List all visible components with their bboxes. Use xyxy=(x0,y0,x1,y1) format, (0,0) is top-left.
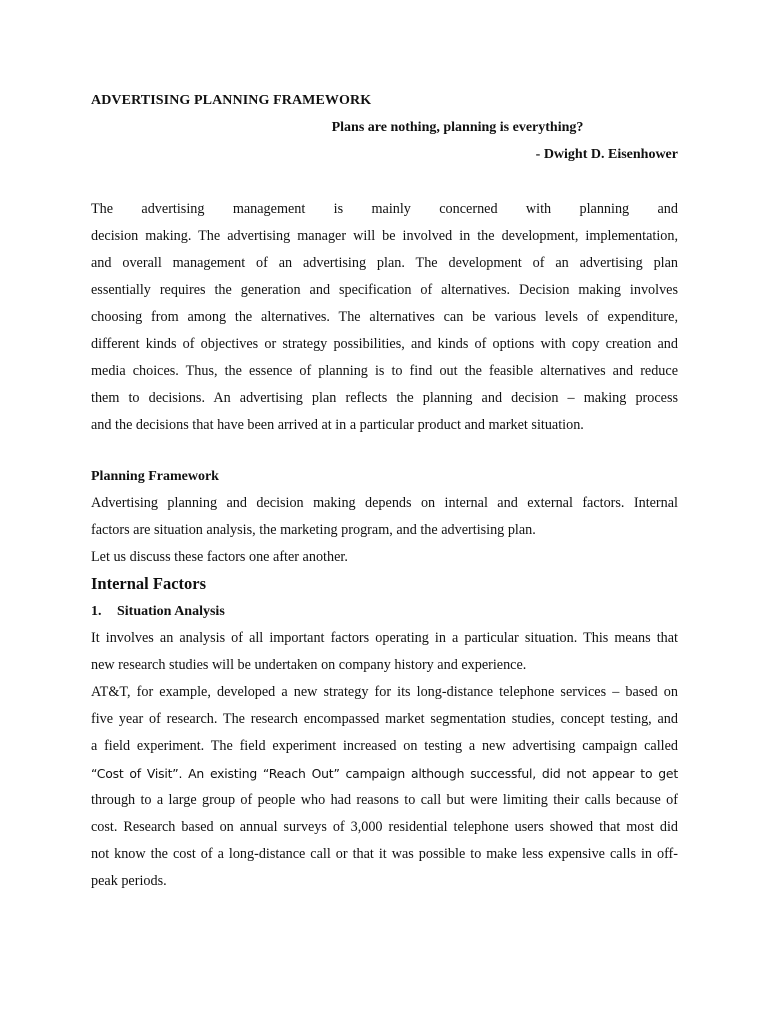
section-number: 1. xyxy=(91,604,102,619)
att-line: AT&T, for example, developed a new strategy for its long-distance telephone services – based on xyxy=(91,684,678,700)
intro-line: essentially requires the generation and specification of alternatives. Decision making involves xyxy=(91,282,678,298)
intro-line: The advertising management is mainly concerned with planning and xyxy=(91,201,678,217)
att-line: five year of research. The research encompassed market segmentation studies, concept testing, and xyxy=(91,711,678,727)
situation-line: It involves an analysis of all important factors operating in a particular situation. This means that xyxy=(91,630,678,646)
att-line: through to a large group of people who had reasons to call but were limiting their calls because of xyxy=(91,792,678,808)
intro-line: and the decisions that have been arrived at in a particular product and market situation. xyxy=(91,417,584,433)
planning-line: factors are situation analysis, the marketing program, and the advertising plan. xyxy=(91,522,536,538)
planning-framework-heading: Planning Framework xyxy=(91,469,219,484)
epigraph-quote: Plans are nothing, planning is everything? xyxy=(331,120,584,135)
situation-line: new research studies will be undertaken on company history and experience. xyxy=(91,657,527,673)
planning-line: Advertising planning and decision making depends on internal and external factors. Internal xyxy=(91,495,678,511)
epigraph-author: - Dwight D. Eisenhower xyxy=(535,147,678,162)
intro-line: them to decisions. An advertising plan reflects the planning and decision – making process xyxy=(91,390,678,406)
document-title: ADVERTISING PLANNING FRAMEWORK xyxy=(91,93,372,108)
intro-line: and overall management of an advertising plan. The development of an advertising plan xyxy=(91,255,678,271)
intro-paragraph xyxy=(91,196,678,439)
intro-line: decision making. The advertising manager will be involved in the development, implementation, xyxy=(91,228,678,244)
situation-paragraph xyxy=(91,625,678,679)
planning-line: Let us discuss these factors one after another. xyxy=(91,549,348,565)
section-title: Situation Analysis xyxy=(117,604,225,619)
internal-factors-heading: Internal Factors xyxy=(91,574,207,593)
att-line: “Cost of Visit”. An existing “Reach Out” campaign although successful, did not appear to get xyxy=(91,766,678,781)
att-line: not know the cost of a long-distance call or that it was possible to make less expensive calls in off- xyxy=(91,846,678,862)
intro-line: media choices. Thus, the essence of planning is to find out the feasible alternatives and reduce xyxy=(91,363,678,379)
att-line: cost. Research based on annual surveys of 3,000 residential telephone users showed that most did xyxy=(91,819,678,835)
intro-line: choosing from among the alternatives. The alternatives can be various levels of expenditure, xyxy=(91,309,678,325)
situation-analysis-heading xyxy=(91,604,225,620)
att-paragraph xyxy=(91,679,678,895)
att-line: peak periods. xyxy=(91,873,167,889)
att-line: a field experiment. The field experiment increased on testing a new advertising campaign called xyxy=(91,738,678,754)
planning-paragraph xyxy=(91,490,678,571)
intro-line: different kinds of objectives or strategy possibilities, and kinds of options with copy creation and xyxy=(91,336,678,352)
